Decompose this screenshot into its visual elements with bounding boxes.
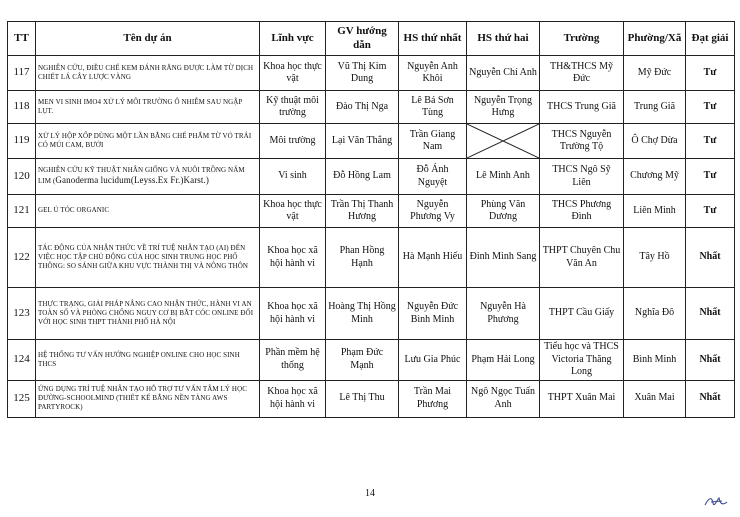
student-1: Nguyễn Anh Khôi	[399, 56, 467, 91]
school: THCS Phương Đình	[540, 195, 624, 228]
award: Tư	[686, 195, 735, 228]
project-name-text: GEL Ủ TÓC ORGANIC	[38, 206, 110, 215]
award: Nhất	[686, 340, 735, 381]
row-number: 117	[8, 56, 36, 91]
ward: Bình Minh	[624, 340, 686, 381]
student-2: Phạm Hải Long	[467, 340, 540, 381]
student-2: Nguyễn Chí Anh	[467, 56, 540, 91]
table-row	[8, 91, 735, 124]
award-table	[7, 21, 735, 418]
student-2-empty	[467, 124, 540, 159]
school: THCS Ngô Sỹ Liên	[540, 159, 624, 195]
ward: Nghĩa Đô	[624, 288, 686, 340]
supervisor: Vũ Thị Kim Dung	[326, 56, 399, 91]
student-2: Phùng Văn Dương	[467, 195, 540, 228]
project-name-text: ỨNG DỤNG TRÍ TUỆ NHÂN TẠO HỖ TRỢ TƯ VẤN TÂM LÝ HỌC ĐƯỜNG-SCHOOLMIND (THIẾT KẾ BẰNG NỀN TẢNG AWS PARTYROCK)	[38, 384, 248, 412]
table-row	[8, 56, 735, 91]
field: Khoa học thực vật	[260, 56, 326, 91]
school: TH&THCS Mỹ Đức	[540, 56, 624, 91]
field: Kỹ thuật môi trường	[260, 91, 326, 124]
row-number: 123	[8, 288, 36, 340]
award: Tư	[686, 56, 735, 91]
ward: Xuân Mai	[624, 380, 686, 417]
project-name-text: THỰC TRẠNG, GIẢI PHÁP NÂNG CAO NHẬN THỨC, HÀNH VI AN TOÀN SỐ VÀ PHÒNG CHỐNG NGUY CƠ BỊ BẮT CÓC ONLINE ĐỐI VỚI HỌC SINH THPT THÀNH PHỐ HÀ NỘI	[38, 299, 254, 327]
ward: Liên Minh	[624, 195, 686, 228]
project-name	[36, 340, 260, 381]
school: THPT Chuyên Chu Văn An	[540, 228, 624, 288]
row-number: 119	[8, 124, 36, 159]
project-name	[36, 56, 260, 91]
ward: Chương Mỹ	[624, 159, 686, 195]
header-student-2: HS thứ hai	[467, 22, 540, 56]
row-number: 118	[8, 91, 36, 124]
student-2: Đinh Minh Sang	[467, 228, 540, 288]
student-2: Ngô Ngọc Tuấn Anh	[467, 380, 540, 417]
project-scientific-name: Ganoderma lucidum	[55, 175, 131, 186]
field: Khoa học xã hội hành vi	[260, 288, 326, 340]
field: Vi sinh	[260, 159, 326, 195]
award: Nhất	[686, 380, 735, 417]
student-1: Trần Giang Nam	[399, 124, 467, 159]
table-row	[8, 195, 735, 228]
ward: Trung Giã	[624, 91, 686, 124]
field: Khoa học xã hội hành vi	[260, 380, 326, 417]
table-row	[8, 124, 735, 159]
signature-mark	[702, 494, 730, 510]
page-number: 14	[365, 488, 375, 499]
supervisor: Lê Thị Thu	[326, 380, 399, 417]
student-1: Lưu Gia Phúc	[399, 340, 467, 381]
school: THCS Trung Giã	[540, 91, 624, 124]
school: THPT Xuân Mai	[540, 380, 624, 417]
field: Khoa học xã hội hành vi	[260, 228, 326, 288]
table-row	[8, 380, 735, 417]
student-2: Nguyễn Trọng Hưng	[467, 91, 540, 124]
header-student-1: HS thứ nhất	[399, 22, 467, 56]
cross-mark	[467, 124, 539, 158]
school: THCS Nguyễn Trường Tộ	[540, 124, 624, 159]
project-name	[36, 91, 260, 124]
project-name-text: NGHIÊN CỨU KỸ THUẬT NHÂN GIỐNG VÀ NUÔI TRỒNG NẤM LIM (	[38, 166, 245, 186]
supervisor: Đỗ Hồng Lam	[326, 159, 399, 195]
row-number: 122	[8, 228, 36, 288]
field: Phần mềm hệ thống	[260, 340, 326, 381]
project-name	[36, 124, 260, 159]
student-2: Nguyễn Hà Phương	[467, 288, 540, 340]
student-1: Hà Mạnh Hiếu	[399, 228, 467, 288]
school: Tiểu học và THCS Victoria Thăng Long	[540, 340, 624, 381]
award: Tư	[686, 91, 735, 124]
award: Tư	[686, 124, 735, 159]
student-1: Nguyễn Đức Bình Minh	[399, 288, 467, 340]
project-name	[36, 159, 260, 195]
ward: Ô Chợ Dừa	[624, 124, 686, 159]
project-name	[36, 228, 260, 288]
header-school: Trường	[540, 22, 624, 56]
award: Tư	[686, 159, 735, 195]
row-number: 121	[8, 195, 36, 228]
student-1: Nguyễn Phương Vy	[399, 195, 467, 228]
project-name-text: XỬ LÝ HỘP XỐP DÙNG MỘT LẦN BẰNG CHẾ PHẨM TỪ VỎ TRÁI CÓ MÚI CAM, BƯỞI	[38, 131, 252, 149]
award: Nhất	[686, 228, 735, 288]
supervisor: Lại Văn Thắng	[326, 124, 399, 159]
row-number: 120	[8, 159, 36, 195]
project-name	[36, 380, 260, 417]
table-row	[8, 340, 735, 381]
student-1: Lê Bá Sơn Tùng	[399, 91, 467, 124]
supervisor: Phạm Đức Mạnh	[326, 340, 399, 381]
project-name-suffix: (Leyss.Ex Fr.)Karst.)	[130, 175, 209, 186]
student-2: Lê Minh Anh	[467, 159, 540, 195]
award: Nhất	[686, 288, 735, 340]
supervisor: Trần Thị Thanh Hương	[326, 195, 399, 228]
table-row	[8, 288, 735, 340]
student-1: Đỗ Ánh Nguyệt	[399, 159, 467, 195]
supervisor: Đào Thị Nga	[326, 91, 399, 124]
table-row	[8, 228, 735, 288]
school: THPT Cầu Giấy	[540, 288, 624, 340]
supervisor: Phan Hồng Hạnh	[326, 228, 399, 288]
header-ward: Phường/Xã	[624, 22, 686, 56]
header-tt: TT	[8, 22, 36, 56]
field: Khoa học thực vật	[260, 195, 326, 228]
header-project-name: Tên dự án	[36, 22, 260, 56]
row-number: 124	[8, 340, 36, 381]
row-number: 125	[8, 380, 36, 417]
table-row	[8, 159, 735, 195]
header-supervisor: GV hướng dẫn	[326, 22, 399, 56]
header-field: Lĩnh vực	[260, 22, 326, 56]
field: Môi trường	[260, 124, 326, 159]
project-name-text: TÁC ĐỘNG CỦA NHẬN THỨC VỀ TRÍ TUỆ NHÂN TẠO (AI) ĐẾN VIỆC HỌC TẬP CHỦ ĐỘNG CỦA HỌC SINH TRUNG HỌC PHỔ THÔNG: SO SÁNH GIỮA KHU VỰC THÀNH THỊ VÀ NÔNG THÔN	[38, 243, 249, 271]
ward: Mỹ Đức	[624, 56, 686, 91]
project-name-text: HỆ THỐNG TƯ VẤN HƯỚNG NGHIỆP ONLINE CHO HỌC SINH THCS	[38, 350, 240, 368]
student-1: Trần Mai Phương	[399, 380, 467, 417]
project-name-text: MEN VI SINH IMO4 XỬ LÝ MÔI TRƯỜNG Ô NHIỄM SAU NGẬP LỤT.	[38, 97, 243, 115]
header-row	[8, 22, 735, 56]
project-name-text: NGHIÊN CỨU, ĐIỀU CHẾ KEM ĐÁNH RĂNG ĐƯỢC LÀM TỪ DỊCH CHIẾT LÁ CÂY LƯỢC VÀNG	[38, 63, 254, 81]
header-award: Đạt giải	[686, 22, 735, 56]
ward: Tây Hồ	[624, 228, 686, 288]
supervisor: Hoàng Thị Hồng Minh	[326, 288, 399, 340]
project-name	[36, 195, 260, 228]
project-name	[36, 288, 260, 340]
